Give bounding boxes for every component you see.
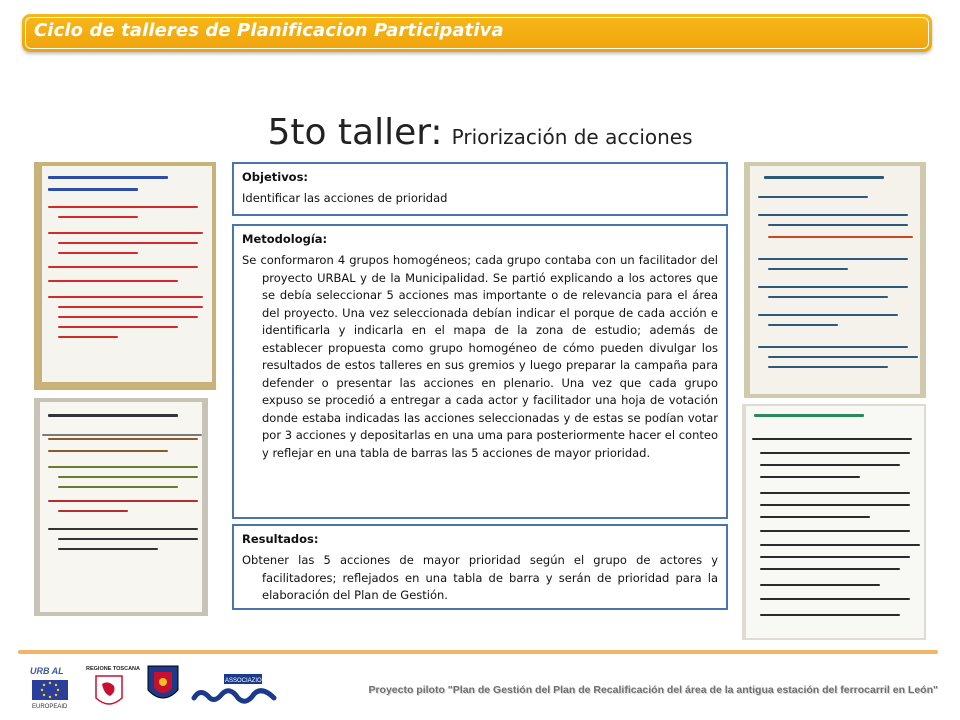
title-sub: Priorización de acciones <box>451 125 693 149</box>
resultados-text: Obtener las 5 acciones de mayor prioridad según el grupo de actores y facilitadores; reflejados en una tabla de barra y serán de prioridad para la elaboración del Plan de Gestión. <box>242 553 718 602</box>
associazione-cooperazione-logo <box>190 672 282 712</box>
metodologia-label: Metodología: <box>242 232 328 246</box>
urbal-logo <box>26 662 76 712</box>
footer-project-caption: Proyecto piloto "Plan de Gestión del Plan de Recalificación del área de la antigua estación del ferrocarril en León" <box>368 684 938 696</box>
photo-gremio-economico <box>34 162 216 390</box>
metodologia-box <box>232 224 728 519</box>
urbal-logo-text: URB AL <box>30 666 64 676</box>
municipal-shield-logo <box>146 664 180 708</box>
photo-porque-eligieron <box>742 404 926 640</box>
footer-divider <box>18 650 938 654</box>
europeaid-logo-text: EUROPEAID <box>32 704 68 710</box>
slide-title <box>0 112 960 153</box>
banner-title: Ciclo de talleres de Planificacion Participativa <box>34 20 504 41</box>
metodologia-text: Se conformaron 4 grupos homogéneos; cada grupo contaba con un facilitador del proyecto URBAL y de la Municipalidad. Se partió explicando a los actores que se debía seleccionar 5 acciones mas importante o de relevancia para el área del proyecto. Una vez seleccionada debían indicar el porque de cada acción e identificarla y indicarla en el mapa de la zona de estudio; además de establecer propuesta como grupo homogéneo de cómo pueden divulgar los resultados de estos talleres en sus gremios y luego preparar la campaña para defender o presentar las acciones en plenario. Una vez que cada grupo expuso se procedió a entregar a cada actor y facilitador una hoja de votación donde estaba indicadas las acciones seleccionadas y de estas se podían votar por 3 acciones y depositarlas en una uma para posteriormente hacer el conteo y reflejar en una tabla de barras las 5 acciones de mayor prioridad. <box>242 253 718 460</box>
resultados-label: Resultados: <box>242 532 319 546</box>
resultados-box <box>232 524 728 610</box>
title-main: 5to taller: <box>267 112 443 153</box>
associazione-logo-text: ASSOCIAZIONE <box>225 678 271 684</box>
regione-logo-text: REGIONE TOSCANA <box>86 666 140 672</box>
photo-grupo-tecnicos <box>34 398 208 616</box>
photo-grupo-residentes <box>744 162 926 398</box>
objetivos-box <box>232 162 728 216</box>
header-banner <box>22 14 932 52</box>
objetivos-text: Identificar las acciones de prioridad <box>242 191 448 205</box>
regione-toscana-logo <box>86 662 140 714</box>
objetivos-label: Objetivos: <box>242 170 309 184</box>
